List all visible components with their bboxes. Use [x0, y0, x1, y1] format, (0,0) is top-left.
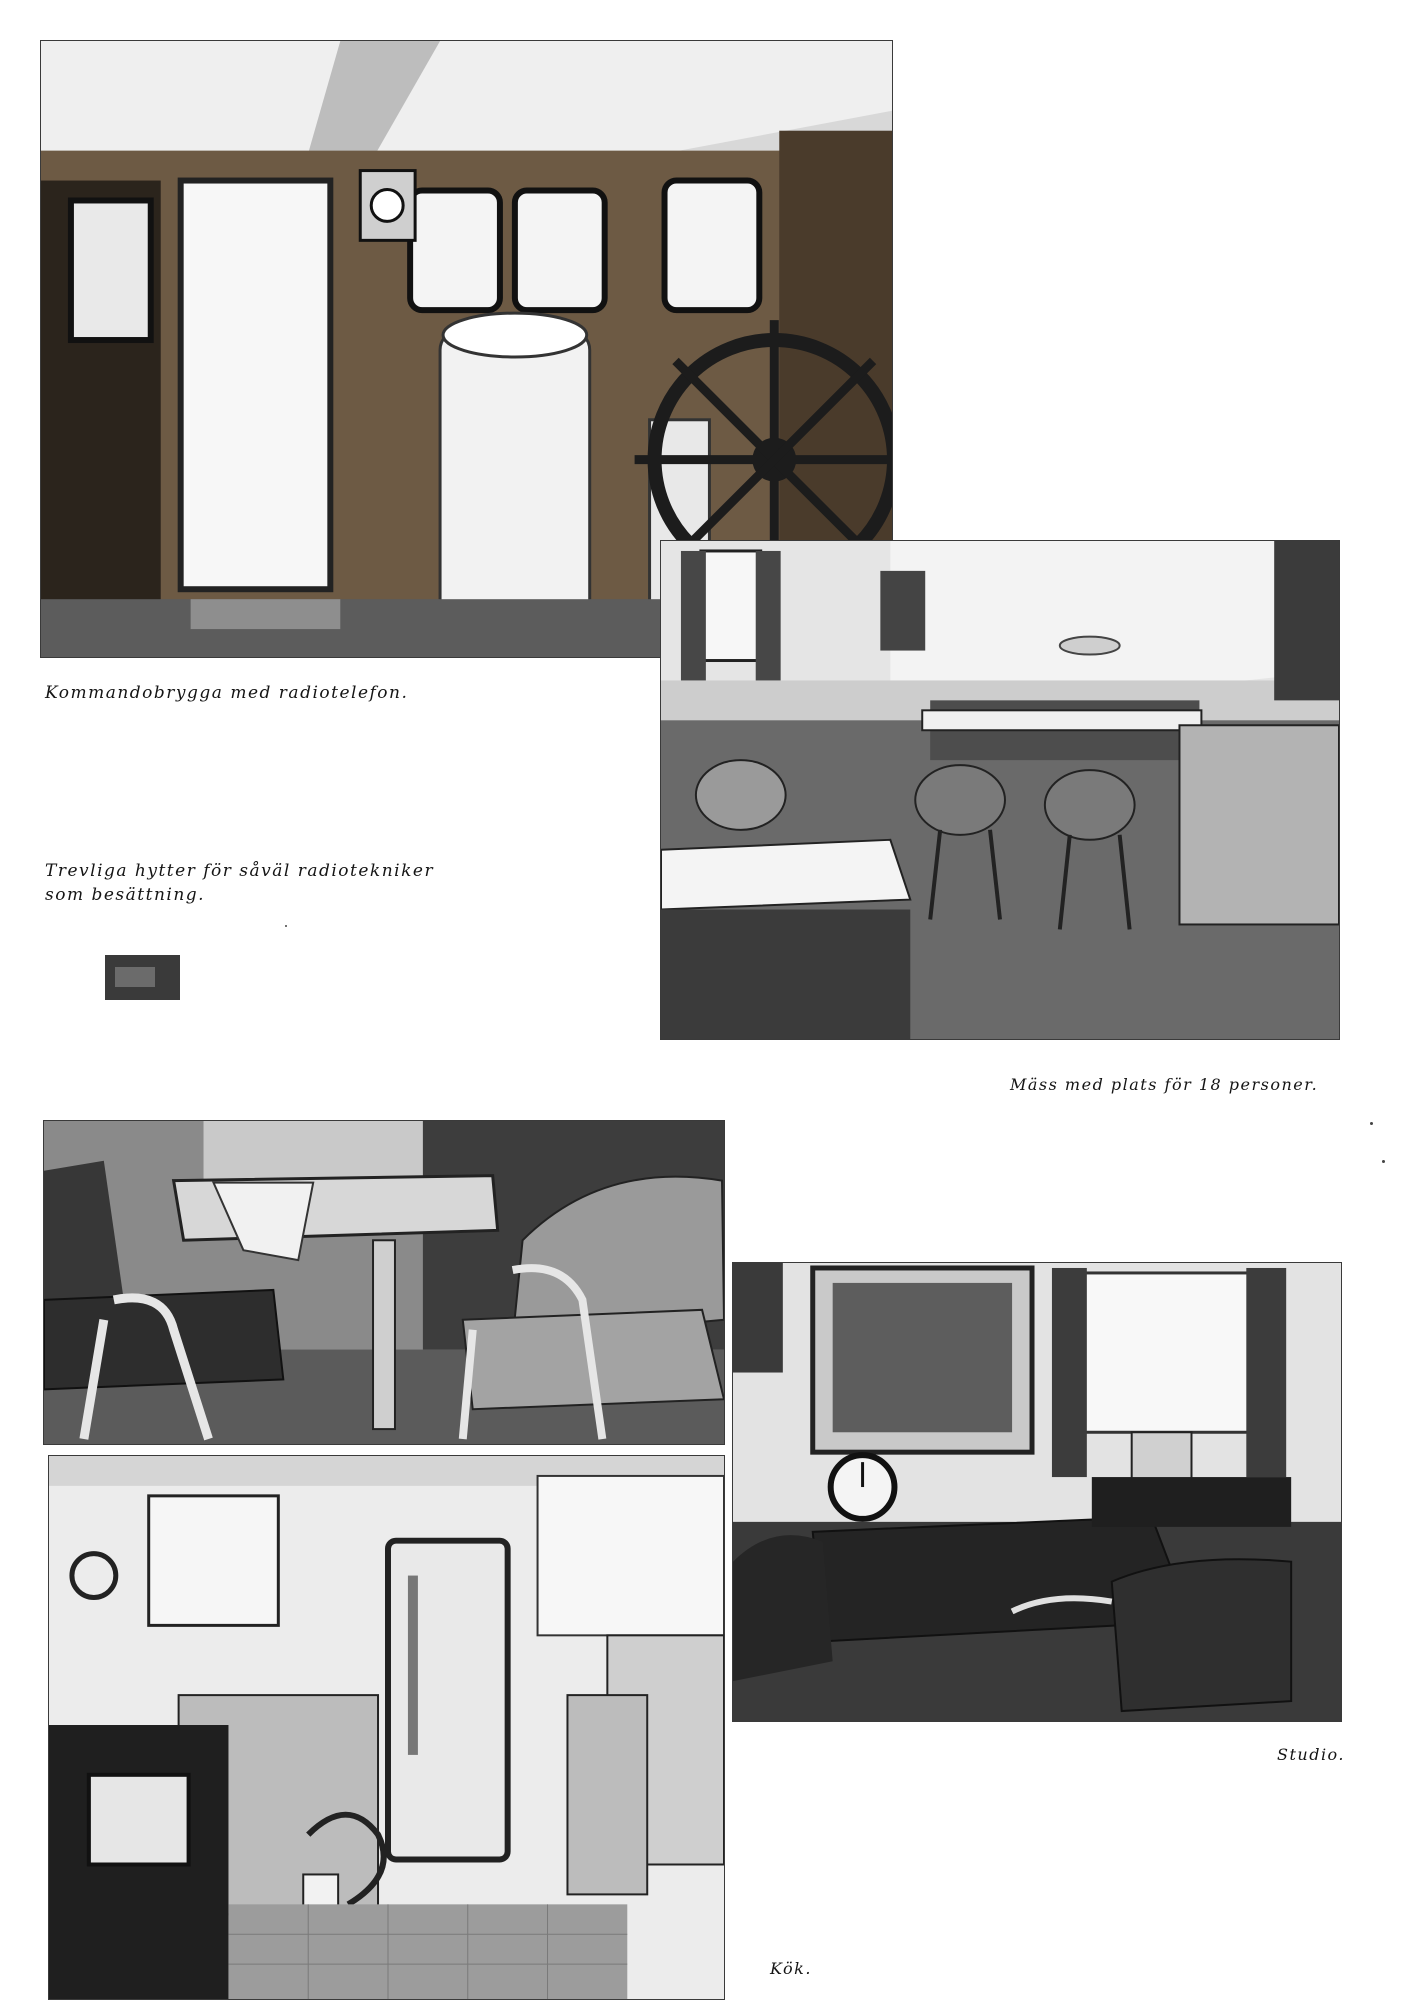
cabins-caption-line2: som besättning. [45, 885, 206, 905]
kitchen-photo-art [49, 1456, 724, 1999]
scan-speck [1370, 1122, 1373, 1125]
studio-photo [732, 1262, 1342, 1722]
scan-speck [285, 925, 287, 927]
cabin-photo [43, 1120, 725, 1445]
scan-speck [1382, 1160, 1385, 1163]
kitchen-caption: Kök. [770, 1959, 812, 1978]
kitchen-photo [48, 1455, 725, 2000]
mess-photo-art [661, 541, 1339, 1039]
small-fragment-image [105, 955, 180, 1000]
mess-photo [660, 540, 1340, 1040]
bridge-caption: Kommandobrygga med radiotelefon. [45, 683, 409, 703]
small-fragment-art [105, 955, 180, 1000]
cabin-photo-art [44, 1121, 724, 1444]
studio-caption: Studio. [1277, 1745, 1345, 1764]
cabins-caption-line1: Trevliga hytter för såväl radiotekniker [45, 861, 435, 881]
studio-photo-art [733, 1263, 1341, 1721]
mess-caption: Mäss med plats för 18 personer. [1010, 1075, 1319, 1094]
